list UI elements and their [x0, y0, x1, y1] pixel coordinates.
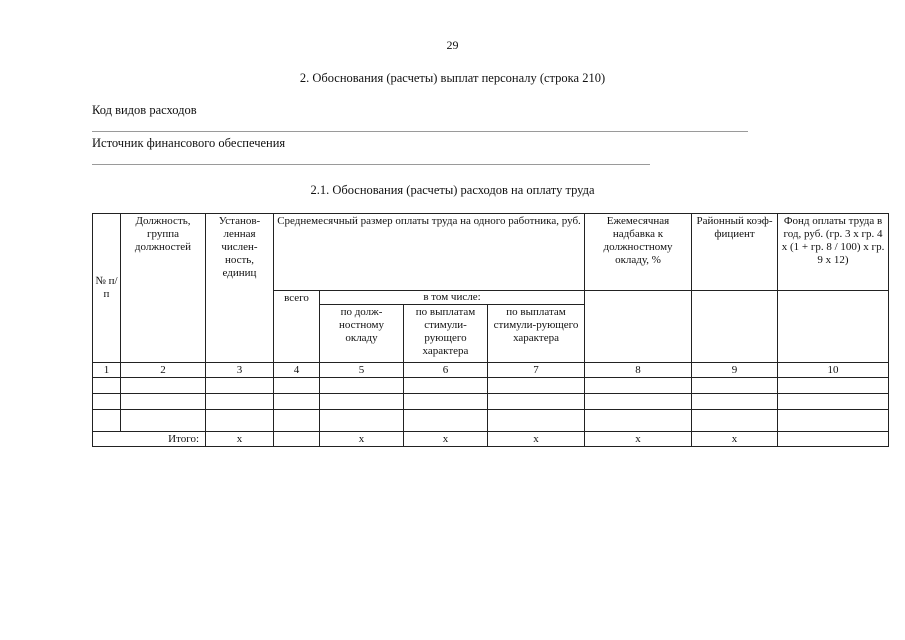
- table-cell[interactable]: [488, 394, 585, 410]
- header-empty-cell: [778, 291, 889, 363]
- table-cell[interactable]: [206, 410, 274, 432]
- total-cell: х: [692, 432, 778, 447]
- header-empty-cell: [692, 291, 778, 363]
- table-cell[interactable]: [121, 394, 206, 410]
- column-number: 1: [93, 363, 121, 378]
- funding-source-label: Источник финансового обеспечения: [92, 136, 286, 150]
- header-monthly-allowance: Ежемесячная надбавка к должностному окладу, %: [585, 214, 692, 291]
- table-cell[interactable]: [778, 394, 889, 410]
- table-cell[interactable]: [93, 378, 121, 394]
- expense-code-label: Код видов расходов: [92, 103, 197, 117]
- table-cell[interactable]: [320, 394, 404, 410]
- column-number: 9: [692, 363, 778, 378]
- column-number: 10: [778, 363, 889, 378]
- column-number-row: [93, 363, 889, 378]
- funding-source-field-line[interactable]: [92, 164, 650, 165]
- table-cell[interactable]: [274, 410, 320, 432]
- column-number: 7: [488, 363, 585, 378]
- salary-calculation-table: [92, 213, 889, 447]
- total-cell: х: [320, 432, 404, 447]
- table-cell[interactable]: [93, 394, 121, 410]
- section-title: 2. Обоснования (расчеты) выплат персоналу (строка 210): [299, 71, 606, 85]
- column-number: 6: [404, 363, 488, 378]
- table-cell[interactable]: [488, 378, 585, 394]
- table-row[interactable]: [93, 394, 889, 410]
- table-cell[interactable]: [274, 378, 320, 394]
- total-cell: х: [488, 432, 585, 447]
- table-cell[interactable]: [93, 410, 121, 432]
- table-row[interactable]: [93, 378, 889, 394]
- table-cell[interactable]: [404, 394, 488, 410]
- column-number: 8: [585, 363, 692, 378]
- column-number: 5: [320, 363, 404, 378]
- column-number: 4: [274, 363, 320, 378]
- column-number: 2: [121, 363, 206, 378]
- header-total: всего: [274, 291, 320, 363]
- table-cell[interactable]: [585, 410, 692, 432]
- page-number: 29: [446, 38, 459, 52]
- header-row-number: № п/п: [93, 214, 121, 363]
- total-cell[interactable]: [778, 432, 889, 447]
- table-cell[interactable]: [121, 410, 206, 432]
- header-annual-fund: Фонд оплаты труда в год, руб. (гр. 3 х гр. 4 х (1 + гр. 8 / 100) х гр. 9 х 12): [778, 214, 889, 291]
- table-cell[interactable]: [778, 410, 889, 432]
- table-cell[interactable]: [404, 410, 488, 432]
- header-including: в том числе:: [320, 291, 585, 305]
- table-cell[interactable]: [206, 378, 274, 394]
- table-cell[interactable]: [585, 394, 692, 410]
- table-row[interactable]: [93, 410, 889, 432]
- header-avg-salary-group: Среднемесячный размер оплаты труда на одного работника, руб.: [274, 214, 585, 291]
- header-by-salary: по долж-ностному окладу: [320, 305, 404, 363]
- total-cell: х: [206, 432, 274, 447]
- total-row: [93, 432, 889, 447]
- header-position: Должность, группа должностей: [121, 214, 206, 363]
- total-label: Итого:: [93, 432, 206, 447]
- header-regional-coefficient: Районный коэф-фициент: [692, 214, 778, 291]
- table-cell[interactable]: [320, 410, 404, 432]
- table-cell[interactable]: [692, 394, 778, 410]
- total-cell: х: [404, 432, 488, 447]
- table-cell[interactable]: [320, 378, 404, 394]
- header-incentive-1: по выплатам стимули-рующего характера: [404, 305, 488, 363]
- expense-code-field-line[interactable]: [92, 131, 748, 132]
- column-number: 3: [206, 363, 274, 378]
- table-cell[interactable]: [585, 378, 692, 394]
- header-incentive-2: по выплатам стимули-рующего характера: [488, 305, 585, 363]
- header-empty-cell: [585, 291, 692, 363]
- total-cell: х: [585, 432, 692, 447]
- table-cell[interactable]: [206, 394, 274, 410]
- table-cell[interactable]: [274, 394, 320, 410]
- table-cell[interactable]: [121, 378, 206, 394]
- header-staff-count: Установ-ленная числен-ность, единиц: [206, 214, 274, 363]
- header-row-top: [93, 214, 889, 291]
- table-cell[interactable]: [404, 378, 488, 394]
- subsection-title: 2.1. Обоснования (расчеты) расходов на оплату труда: [310, 183, 595, 197]
- table-cell[interactable]: [778, 378, 889, 394]
- table-cell[interactable]: [692, 410, 778, 432]
- table-cell[interactable]: [692, 378, 778, 394]
- total-cell[interactable]: [274, 432, 320, 447]
- table-cell[interactable]: [488, 410, 585, 432]
